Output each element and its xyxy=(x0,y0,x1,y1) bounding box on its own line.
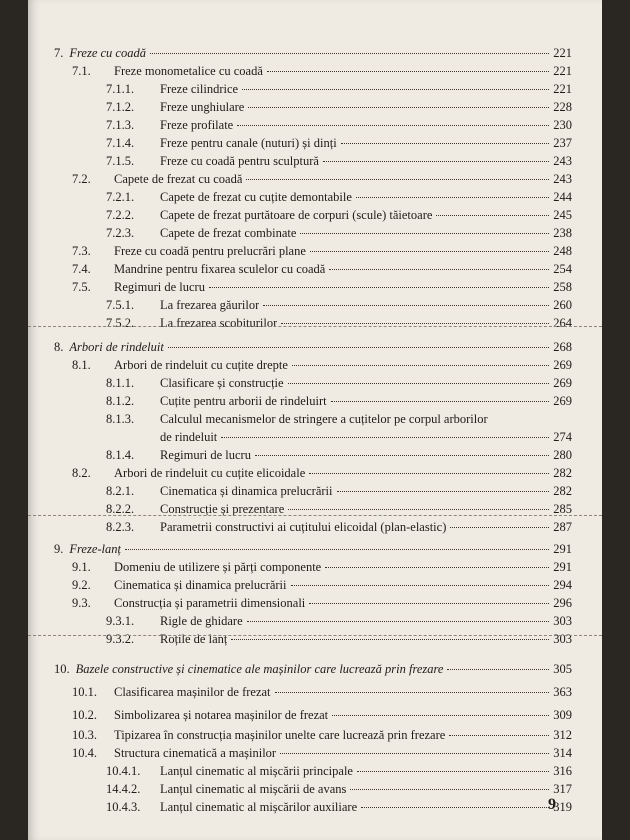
toc-entry xyxy=(106,80,572,98)
toc-entry-number: 7.2.1. xyxy=(106,190,135,204)
toc-entry-page: 287 xyxy=(553,520,572,534)
dot-leader xyxy=(242,89,549,90)
toc-entry-number: 7.1.2. xyxy=(106,100,135,114)
toc-entry xyxy=(106,206,572,224)
toc-entry xyxy=(72,683,572,701)
toc-entry-page: 316 xyxy=(553,764,572,778)
toc-entry-title: Structura cinematică a mașinilor xyxy=(114,746,277,760)
dot-leader xyxy=(331,401,550,402)
toc-entry xyxy=(54,660,572,678)
dot-leader xyxy=(125,549,549,550)
toc-entry-page: 269 xyxy=(553,358,572,372)
toc-entry-number: 8.2.3. xyxy=(106,520,135,534)
toc-entry-title: Capete de frezat cu cuțite demontabile xyxy=(160,190,352,204)
section-divider xyxy=(28,515,602,516)
toc-entry-title: Cinematica și dinamica prelucrării xyxy=(160,484,333,498)
toc-entry-page: 363 xyxy=(553,685,572,699)
toc-entry-wrapped xyxy=(106,410,488,428)
dot-leader xyxy=(450,527,549,528)
toc-entry-page: 296 xyxy=(553,596,572,610)
toc-entry xyxy=(54,44,572,62)
toc-entry xyxy=(106,152,572,170)
dot-leader xyxy=(209,287,549,288)
toc-entry xyxy=(106,780,572,798)
toc-entry xyxy=(106,446,572,464)
toc-entry-number: 10.4.1. xyxy=(106,764,141,778)
toc-entry xyxy=(72,170,572,188)
toc-entry-title: Freze-lanț xyxy=(69,542,121,556)
dot-leader xyxy=(281,323,549,324)
toc-entry-title: Lanțul cinematic al mișcării de avans xyxy=(160,782,347,796)
toc-entry-number: 8.2.1. xyxy=(106,484,135,498)
page-number: 9 xyxy=(548,796,556,813)
toc-entry-number: 8.1. xyxy=(72,358,91,372)
toc-entry-page: 282 xyxy=(553,466,572,480)
toc-entry xyxy=(106,116,572,134)
toc-entry-page: 282 xyxy=(553,484,572,498)
toc-entry-title: Freze unghiulare xyxy=(160,100,245,114)
book-page xyxy=(28,0,602,840)
toc-entry xyxy=(72,558,572,576)
toc-entry-title: Freze cu coadă pentru sculptură xyxy=(160,154,319,168)
toc-entry-title: Simbolizarea și notarea mașinilor de frezat xyxy=(114,708,329,722)
toc-entry-page: 269 xyxy=(553,394,572,408)
toc-entry-title: Regimuri de lucru xyxy=(114,280,205,294)
toc-entry-title: Construcție și prezentare xyxy=(160,502,285,516)
toc-entry-page: 305 xyxy=(553,662,572,676)
dot-leader xyxy=(309,473,549,474)
toc-entry-title: Bazele constructive și cinematice ale mașinilor care lucrează prin frezare xyxy=(75,662,444,676)
toc-entry-number: 7.5.2. xyxy=(106,316,135,330)
toc-entry xyxy=(72,706,572,724)
toc-entry-page: 285 xyxy=(553,502,572,516)
toc-entry-number: 10.4.3. xyxy=(106,800,141,814)
toc-entry-page: 221 xyxy=(553,64,572,78)
toc-entry xyxy=(72,576,572,594)
toc-entry-page: 230 xyxy=(553,118,572,132)
dot-leader xyxy=(168,347,549,348)
dot-leader xyxy=(310,251,549,252)
toc-entry-number: 7. xyxy=(54,46,64,60)
dot-leader xyxy=(291,585,550,586)
toc-entry-number: 8.1.3. xyxy=(106,412,135,426)
toc-entry-number: 7.1.4. xyxy=(106,136,135,150)
toc-entry-number: 8.1.1. xyxy=(106,376,135,390)
toc-entry-page: 237 xyxy=(553,136,572,150)
toc-entry-title: Mandrine pentru fixarea sculelor cu coadă xyxy=(114,262,326,276)
toc-entry-page: 280 xyxy=(553,448,572,462)
toc-entry-number: 8.2.2. xyxy=(106,502,135,516)
toc-entry-number: 7.5. xyxy=(72,280,91,294)
toc-entry-title: Construcția și parametrii dimensionali xyxy=(114,596,306,610)
toc-entry-page: 243 xyxy=(553,154,572,168)
toc-entry xyxy=(106,134,572,152)
toc-entry-number: 8.1.4. xyxy=(106,448,135,462)
toc-entry-number: 7.1.3. xyxy=(106,118,135,132)
toc-entry xyxy=(72,278,572,296)
toc-entry xyxy=(72,356,572,374)
toc-entry-number: 7.5.1. xyxy=(106,298,135,312)
toc-entry-title: Freze cu coadă pentru prelucrări plane xyxy=(114,244,306,258)
toc-entry-title: Freze monometalice cu coadă xyxy=(114,64,263,78)
toc-entry xyxy=(106,224,572,242)
dot-leader xyxy=(357,771,549,772)
toc-entry-page: 258 xyxy=(553,280,572,294)
dot-leader xyxy=(288,383,550,384)
toc-entry xyxy=(106,392,572,410)
dot-leader xyxy=(449,735,549,736)
toc-entry-title: La frezarea găurilor xyxy=(160,298,260,312)
dot-leader xyxy=(247,621,550,622)
toc-entry-number: 10.3. xyxy=(72,728,97,742)
toc-entry-title: Arbori de rindeluit cu cuțite elicoidale xyxy=(114,466,306,480)
dot-leader xyxy=(350,789,549,790)
toc-entry xyxy=(72,464,572,482)
toc-entry-number: 8.2. xyxy=(72,466,91,480)
dot-leader xyxy=(231,639,549,640)
toc-entry-number: 10.4. xyxy=(72,746,97,760)
toc-entry-number: 8. xyxy=(54,340,64,354)
toc-entry-page: 221 xyxy=(553,82,572,96)
toc-entry-page: 264 xyxy=(553,316,572,330)
toc-entry-title: Lanțul cinematic al mișcărilor auxiliare xyxy=(160,800,358,814)
dot-leader xyxy=(436,215,549,216)
toc-entry-page: 314 xyxy=(553,746,572,760)
dot-leader xyxy=(246,179,549,180)
toc-entry-number: 7.2. xyxy=(72,172,91,186)
toc-entry-title: Capete de frezat cu coadă xyxy=(114,172,243,186)
toc-entry-page: 274 xyxy=(553,430,572,444)
dot-leader xyxy=(341,143,550,144)
section-divider xyxy=(28,326,602,327)
toc-entry-number: 10. xyxy=(54,662,70,676)
toc-entry xyxy=(106,482,572,500)
toc-entry-number: 9.3.1. xyxy=(106,614,135,628)
toc-entry xyxy=(106,428,572,446)
toc-entry-title: Lanțul cinematic al mișcării principale xyxy=(160,764,353,778)
toc-entry-title: Arbori de rindeluit cu cuțite drepte xyxy=(114,358,288,372)
toc-entry-page: 317 xyxy=(553,782,572,796)
toc-entry-title: Cinematica și dinamica prelucrării xyxy=(114,578,287,592)
toc-entry-page: 269 xyxy=(553,376,572,390)
dot-leader xyxy=(150,53,549,54)
toc-entry-page: 319 xyxy=(553,800,572,814)
toc-entry-page: 245 xyxy=(553,208,572,222)
toc-entry-number: 9.3. xyxy=(72,596,91,610)
toc-entry-title: Freze cu coadă xyxy=(69,46,146,60)
toc-entry-title: Roțile de lanț xyxy=(160,632,228,646)
toc-entry xyxy=(106,314,572,332)
toc-entry xyxy=(106,798,572,816)
dot-leader xyxy=(337,491,550,492)
toc-entry-title: Freze pentru canale (nuturi) și dinți xyxy=(160,136,337,150)
dot-leader xyxy=(309,603,549,604)
toc-entry-page: 303 xyxy=(553,632,572,646)
dot-leader xyxy=(221,437,549,438)
toc-entry xyxy=(72,744,572,762)
toc-entry-page: 221 xyxy=(553,46,572,60)
toc-entry-number: 7.3. xyxy=(72,244,91,258)
toc-entry xyxy=(72,594,572,612)
toc-entry xyxy=(72,726,572,744)
toc-entry-page: 260 xyxy=(553,298,572,312)
dot-leader xyxy=(237,125,549,126)
dot-leader xyxy=(332,715,549,716)
toc-entry-title: de rindeluit xyxy=(160,430,218,444)
toc-entry-title: Parametrii constructivi ai cuțitului elicoidal (plan-elastic) xyxy=(160,520,447,534)
toc-entry xyxy=(106,98,572,116)
dot-leader xyxy=(323,161,549,162)
toc-entry-title: Clasificarea mașinilor de frezat xyxy=(114,685,271,699)
toc-entry-title: Freze profilate xyxy=(160,118,234,132)
toc-entry-number: 7.4. xyxy=(72,262,91,276)
toc-entry-number: 9.2. xyxy=(72,578,91,592)
toc-entry-page: 228 xyxy=(553,100,572,114)
toc-entry-page: 309 xyxy=(553,708,572,722)
dot-leader xyxy=(356,197,549,198)
section-divider xyxy=(28,635,602,636)
toc-entry-page: 243 xyxy=(553,172,572,186)
toc-entry-page: 254 xyxy=(553,262,572,276)
toc-entry-page: 248 xyxy=(553,244,572,258)
toc-entry-page: 238 xyxy=(553,226,572,240)
dot-leader xyxy=(255,455,549,456)
toc-entry xyxy=(54,338,572,356)
toc-entry-title: Regimuri de lucru xyxy=(160,448,251,462)
toc-entry-title: Clasificare și construcție xyxy=(160,376,284,390)
toc-entry-number: 8.1.2. xyxy=(106,394,135,408)
toc-entry xyxy=(106,188,572,206)
toc-entry xyxy=(72,62,572,80)
toc-entry-number: 9. xyxy=(54,542,64,556)
toc-entry-page: 312 xyxy=(553,728,572,742)
dot-leader xyxy=(280,753,549,754)
dot-leader xyxy=(361,807,549,808)
dot-leader xyxy=(248,107,549,108)
toc-entry xyxy=(106,518,572,536)
toc-entry xyxy=(72,242,572,260)
toc-entry-number: 7.2.3. xyxy=(106,226,135,240)
toc-entry-number: 7.1.1. xyxy=(106,82,135,96)
toc-entry-page: 291 xyxy=(553,542,572,556)
toc-entry-number: 9.1. xyxy=(72,560,91,574)
toc-entry xyxy=(106,630,572,648)
toc-entry-number: 9.3.2. xyxy=(106,632,135,646)
toc-entry xyxy=(54,540,572,558)
dot-leader xyxy=(288,509,549,510)
toc-entry-number: 7.1. xyxy=(72,64,91,78)
dot-leader xyxy=(275,692,550,693)
toc-entry xyxy=(106,374,572,392)
dot-leader xyxy=(447,669,549,670)
dot-leader xyxy=(267,71,549,72)
dot-leader xyxy=(263,305,549,306)
dot-leader xyxy=(292,365,549,366)
toc-entry-title: Freze cilindrice xyxy=(160,82,239,96)
toc-entry-title: Capete de frezat combinate xyxy=(160,226,297,240)
toc-entry-title: Domeniu de utilizere și părți componente xyxy=(114,560,322,574)
toc-entry-number: 14.4.2. xyxy=(106,782,141,796)
toc-entry-number: 7.1.5. xyxy=(106,154,135,168)
toc-entry-title: Calculul mecanismelor de stringere a cuțitelor pe corpul arborilor xyxy=(160,412,488,426)
toc-entry-page: 303 xyxy=(553,614,572,628)
toc-entry-title: Tipizarea în construcția mașinilor unelte care lucrează prin frezare xyxy=(114,728,446,742)
toc-entry xyxy=(106,296,572,314)
toc-entry-page: 268 xyxy=(553,340,572,354)
toc-entry-title: La frezarea scobiturilor xyxy=(160,316,278,330)
toc-entry-number: 10.2. xyxy=(72,708,97,722)
toc-entry-page: 294 xyxy=(553,578,572,592)
table-of-contents xyxy=(28,0,602,840)
toc-entry-page: 291 xyxy=(553,560,572,574)
toc-entry-title: Cuțite pentru arborii de rindeluirt xyxy=(160,394,327,408)
toc-entry-page: 244 xyxy=(553,190,572,204)
dot-leader xyxy=(325,567,549,568)
dot-leader xyxy=(329,269,549,270)
toc-entry xyxy=(106,612,572,630)
toc-entry xyxy=(106,762,572,780)
toc-entry-title: Rigle de ghidare xyxy=(160,614,243,628)
toc-entry xyxy=(72,260,572,278)
toc-entry-number: 10.1. xyxy=(72,685,97,699)
toc-entry-number: 7.2.2. xyxy=(106,208,135,222)
dot-leader xyxy=(300,233,549,234)
toc-entry-title: Capete de frezat purtătoare de corpuri (scule) tăietoare xyxy=(160,208,433,222)
toc-entry-title: Arbori de rindeluit xyxy=(69,340,164,354)
